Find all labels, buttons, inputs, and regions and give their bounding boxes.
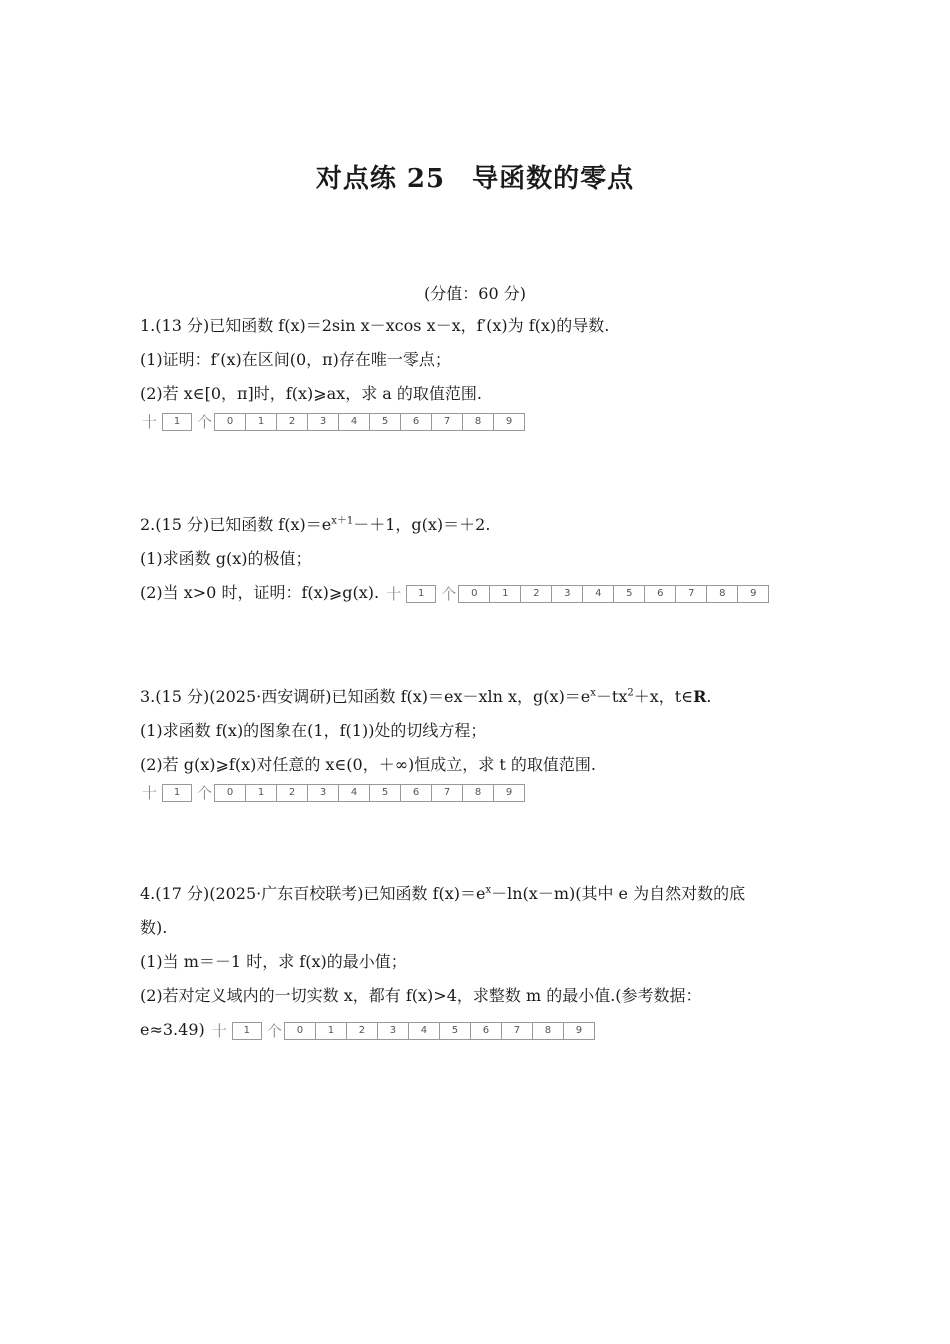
ones-symbol: 个 [441, 584, 457, 603]
problem-1-statement: 1.(13 分)已知函数 f(x)＝2sin x－xcos x－x，f′(x)为 f(x)的导数. [140, 316, 610, 335]
digit-cell[interactable]: 5 [613, 586, 644, 602]
problem-3-part-2: (2)若 g(x)⩾f(x)对任意的 x∈(0，＋∞)恒成立，求 t 的取值范围. [140, 755, 596, 774]
digit-cell[interactable]: 4 [338, 414, 369, 430]
problem-2-statement: 2.(15 分)已知函数 $f(x)=e^{x+1}-+1$，g(x)＝＋2. [140, 515, 491, 534]
problem-4 [140, 877, 820, 1047]
answer-grid[interactable] [384, 584, 769, 604]
digit-cell[interactable]: 7 [675, 586, 706, 602]
digit-cell[interactable]: 6 [644, 586, 675, 602]
digit-cell[interactable]: 1 [315, 1023, 346, 1039]
problem-4-statement: 4.(17 分)(2025·广东百校联考)已知函数 $f(x)=e^x-\ln(x-m)$(其中 e 为自然对数的底 [140, 884, 746, 903]
digit-cell[interactable]: 3 [307, 785, 338, 801]
digit-cell[interactable]: 0 [226, 415, 234, 427]
tens-symbol: 十 [142, 784, 158, 802]
problem-2-part-1: (1)求函数 g(x)的极值； [140, 549, 312, 568]
digit-cell[interactable]: 0 [296, 1024, 304, 1036]
ones-symbol: 个 [266, 1021, 282, 1040]
digit-cell[interactable]: 8 [462, 414, 493, 430]
digit-cell[interactable]: 6 [470, 1023, 501, 1039]
digit-cell[interactable]: 9 [493, 785, 524, 801]
digit-cell[interactable]: 6 [400, 785, 431, 801]
digit-row [214, 784, 525, 802]
digit-cell[interactable]: 6 [400, 414, 431, 430]
digit-cell[interactable]: 3 [377, 1023, 408, 1039]
tens-box[interactable]: 1 [162, 413, 192, 431]
tens-symbol: 十 [211, 1021, 227, 1040]
digit-cell[interactable]: 2 [276, 414, 307, 430]
problem-4-part-1: (1)当 m＝－1 时，求 f(x)的最小值； [140, 952, 407, 971]
digit-cell[interactable]: 8 [462, 785, 493, 801]
digit-cell[interactable]: 9 [737, 586, 768, 602]
tens-box[interactable]: 1 [406, 585, 436, 603]
problem-4-part-2: (2)若对定义域内的一切实数 x，都有 f(x)>4，求整数 m 的最小值.(参考数据： [140, 986, 702, 1005]
digit-cell[interactable]: 7 [431, 414, 462, 430]
problem-4-part-2-cont: e≈3.49) 十 1 个 0 1 2 3 4 5 6 7 8 9 [140, 1013, 820, 1047]
digit-cell[interactable]: 4 [338, 785, 369, 801]
tens-symbol: 十 [386, 584, 402, 603]
answer-grid[interactable] [140, 783, 525, 803]
problem-2 [140, 508, 820, 610]
digit-cell[interactable]: 3 [307, 414, 338, 430]
digit-cell[interactable]: 1 [489, 586, 520, 602]
digit-cell[interactable]: 3 [551, 586, 582, 602]
digit-cell[interactable]: 4 [408, 1023, 439, 1039]
problem-1-part-2: (2)若 x∈[0，π]时，f(x)⩾ax，求 a 的取值范围. [140, 384, 482, 403]
digit-row [458, 585, 769, 603]
tens-box[interactable]: 1 [232, 1022, 262, 1040]
problem-1-part-1: (1)证明：f′(x)在区间(0，π)存在唯一零点； [140, 350, 451, 369]
problem-3-statement: 3.(15 分)(2025·西安调研)已知函数 f(x)＝ex－xln x，$g(x)=e^x-tx^2+x$，t∈R. [140, 687, 712, 706]
digit-cell[interactable]: 5 [369, 414, 400, 430]
digit-cell[interactable]: 2 [520, 586, 551, 602]
ones-symbol: 个 [197, 784, 213, 802]
problem-3-part-1: (1)求函数 f(x)的图象在(1，f(1))处的切线方程； [140, 721, 487, 740]
problem-2-part-2: (2)当 x>0 时，证明：f(x)⩾g(x). 十 1 个 0 1 2 3 4 5 6 7 8 9 [140, 576, 820, 610]
digit-cell[interactable]: 8 [532, 1023, 563, 1039]
digit-cell[interactable]: 1 [245, 414, 276, 430]
digit-cell[interactable]: 0 [471, 587, 478, 599]
ones-symbol: 个 [197, 413, 213, 431]
problem-4-statement-cont: 数). [140, 918, 168, 937]
tens-box[interactable]: 1 [162, 784, 192, 802]
digit-cell[interactable]: 8 [706, 586, 737, 602]
answer-grid[interactable] [140, 412, 525, 432]
problem-1 [140, 309, 820, 435]
digit-cell[interactable]: 1 [245, 785, 276, 801]
digit-cell[interactable]: 2 [276, 785, 307, 801]
digit-row [284, 1022, 595, 1040]
score-label: (分值：60 分) [424, 284, 526, 303]
digit-cell[interactable]: 0 [226, 786, 234, 798]
digit-cell[interactable]: 5 [369, 785, 400, 801]
digit-cell[interactable]: 5 [439, 1023, 470, 1039]
tens-symbol: 十 [142, 413, 158, 431]
digit-cell[interactable]: 9 [493, 414, 524, 430]
answer-grid[interactable] [210, 1021, 595, 1041]
digit-cell[interactable]: 7 [431, 785, 462, 801]
digit-cell[interactable]: 4 [582, 586, 613, 602]
digit-row [214, 413, 525, 431]
digit-cell[interactable]: 2 [346, 1023, 377, 1039]
page-title: 对点练 25 导函数的零点 [315, 164, 635, 194]
digit-cell[interactable]: 7 [501, 1023, 532, 1039]
digit-cell[interactable]: 9 [563, 1023, 594, 1039]
problem-3 [140, 680, 820, 806]
